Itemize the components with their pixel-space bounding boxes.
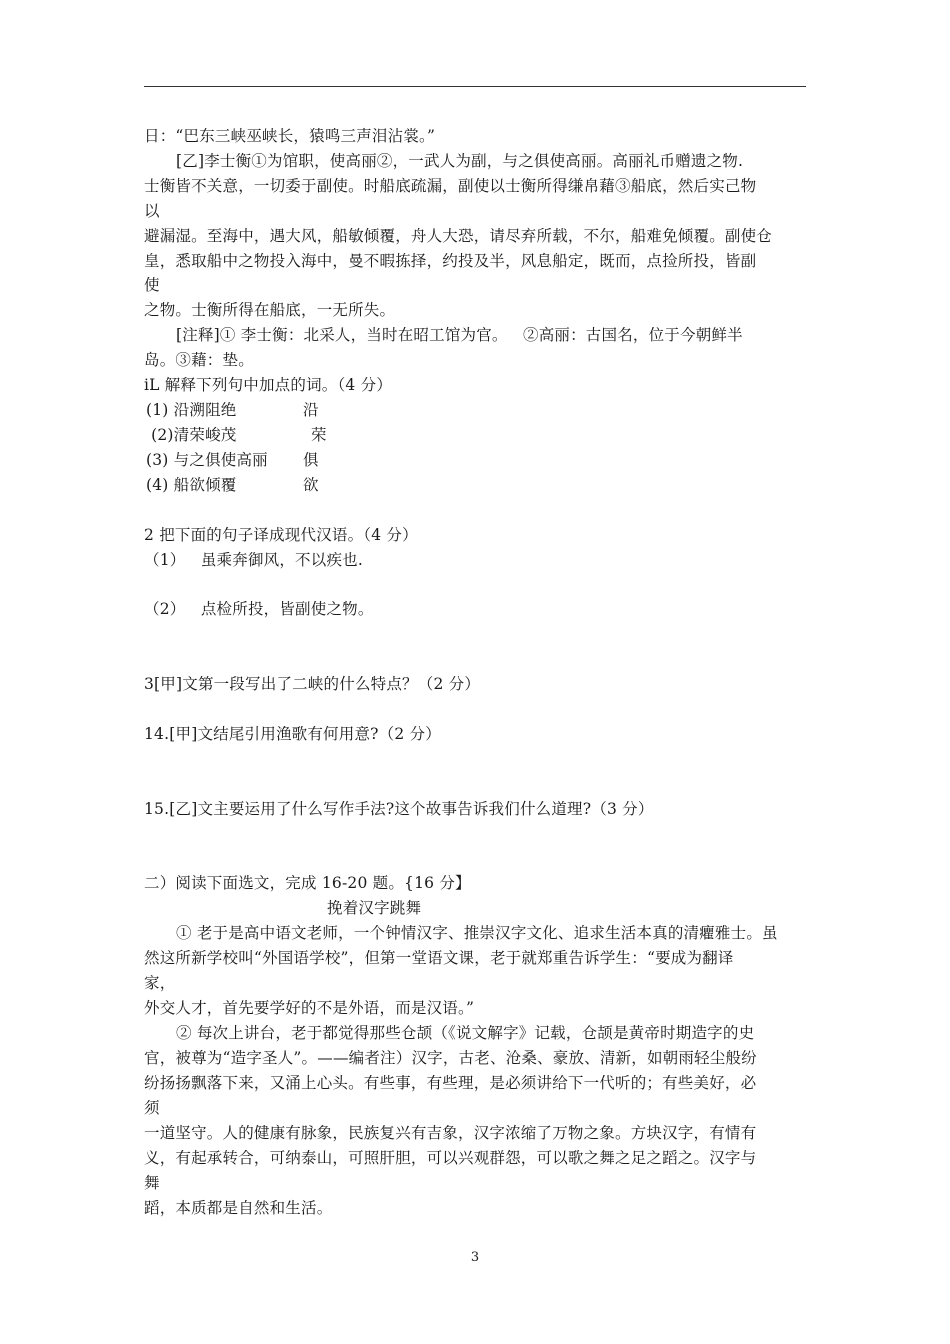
text-line: 外交人才，首先要学好的不是外语，而是汉语。” xyxy=(144,999,475,1017)
question-heading: 3[甲]文第一段写出了二峡的什么特点？（2 分） xyxy=(144,675,481,693)
translate-item: （1） 虽乘奔御风，不以疾也. xyxy=(144,551,363,569)
translate-item: （2） 点检所投，皆副使之物。 xyxy=(144,600,374,618)
header-rule xyxy=(144,86,806,87)
text-line: 家， xyxy=(144,974,176,992)
annotation-line: 岛。③藉：垫。 xyxy=(144,351,254,369)
question-heading: iL 解释下列句中加点的词。（4 分） xyxy=(144,376,393,394)
text-line: 之物。士衡所得在船底，一无所失。 xyxy=(144,301,396,319)
page-number: 3 xyxy=(470,1250,480,1265)
text-line: 官，被尊为“造字圣人”。——编者注）汉字，古老、沧桑、豪放、清新，如朝雨轻尘般纷 xyxy=(144,1049,757,1067)
text-line: 避漏湿。至海中，遇大风，船敏倾覆，舟人大恐，请尽弃所载，不尔，船难免倾覆。副使仓 xyxy=(144,227,773,245)
question-heading: 15.[乙]文主要运用了什么写作手法?这个故事告诉我们什么道理?（3 分） xyxy=(144,800,654,818)
text-line: 士衡皆不关意，一切委于副使。时船底疏漏，副使以士衡所得缣帛藉③船底，然后实己物 xyxy=(144,177,757,195)
question-heading: 2 把下面的句子译成现代汉语。（4 分） xyxy=(144,526,418,544)
text-line: 以 xyxy=(144,202,160,220)
question-heading: 14.[甲]文结尾引用渔歌有何用意?（2 分） xyxy=(144,725,441,743)
word-item-char: 荣 xyxy=(311,426,327,444)
word-item-char: 俱 xyxy=(303,451,319,469)
article-title: 挽着汉字跳舞 xyxy=(327,899,422,917)
text-line: 使 xyxy=(144,276,160,294)
text-line: 须 xyxy=(144,1099,160,1117)
word-item-char: 沿 xyxy=(303,401,319,419)
text-line: ② 每次上讲台，老于都觉得那些仓颉（《说文解字》记载，仓颉是黄帝时期造字的史 xyxy=(176,1024,755,1042)
word-item-phrase: (2)清荣峻茂 xyxy=(146,426,237,444)
text-line: [乙]李士衡①为馆职，使高丽②，一武人为副，与之俱使高丽。高丽礼币赠遗之物. xyxy=(176,152,744,170)
section-heading: 二）阅读下面选文，完成 16-20 题。{16 分】 xyxy=(144,874,471,892)
word-item-phrase: (1) 沿溯阻绝 xyxy=(146,401,237,419)
text-line: 日：“巴东三峡巫峡长，猿鸣三声泪沾裳。” xyxy=(144,127,436,145)
text-line: 皇，悉取船中之物投入海中，曼不暇拣择，约投及半，风息船定，既而，点捡所投，皆副 xyxy=(144,252,757,270)
text-line: ① 老于是高中语文老师，一个钟情汉字、推崇汉字文化、追求生活本真的清癯雅士。虽 xyxy=(176,924,778,942)
text-line: 一道坚守。人的健康有脉象，民族复兴有吉象，汉字浓缩了万物之象。方块汉字，有情有 xyxy=(144,1124,757,1142)
annotation-line: [注释]① 李士衡：北采人，当时在昭工馆为官。 ②高丽：古国名，位于今朝鲜半 xyxy=(176,326,743,344)
text-line: 义，有起承转合，可纳泰山，可照肝胆，可以兴观群怨，可以歌之舞之足之蹈之。汉字与 xyxy=(144,1149,757,1167)
word-item-char: 欲 xyxy=(303,476,319,494)
text-line: 然这所新学校叫“外国语学校”，但第一堂语文课，老于就郑重告诉学生：“要成为翻译 xyxy=(144,949,734,967)
text-line: 蹈，本质都是自然和生活。 xyxy=(144,1199,333,1217)
text-line: 舞 xyxy=(144,1174,160,1192)
word-item-phrase: (4) 船欲倾覆 xyxy=(146,476,237,494)
text-line: 纷扬扬飘落下来，又涌上心头。有些事，有些理，是必须讲给下一代听的；有些美好，必 xyxy=(144,1074,757,1092)
word-item-phrase: (3) 与之俱使高丽 xyxy=(146,451,268,469)
